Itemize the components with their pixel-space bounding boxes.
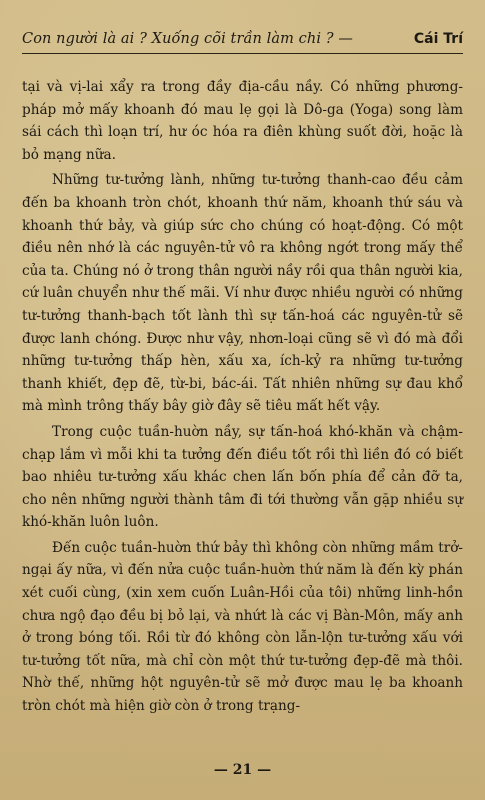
body-text xyxy=(22,76,463,718)
paragraph: Đến cuộc tuần-huờn thứ bảy thì không còn những mầm trở-ngại ấy nữa, vì đến nửa cuộc tuần-huờn thứ năm là đến kỳ phán xét cuối cùng, (xin xem cuốn Luân-Hồi của tôi) những linh-hồn chưa ngộ đạo đều bị bỏ lại, và nhứt là các vị Bàn-Môn, mấy anh ở trong bóng tối. Rồi từ đó không còn lẫn-lộn tư-tưởng xấu với tư-tưởng tốt nữa, mà chỉ còn một thứ tư-tưởng đẹp-đẽ mà thôi. Nhờ thế, những hột nguyên-tử sẽ mở được mau lẹ ba khoanh tròn chót mà hiện giờ còn ở trong trạng- xyxy=(22,539,463,715)
paragraph-continued: tại và vị-lai xẩy ra trong đầy địa-cầu nầy. Có những phương-pháp mở mấy khoanh đó mau lẹ gọi là Dô-ga (Yoga) song làm sái cách thì loạn trí, hư óc hóa ra điên khùng suốt đời, hoặc là bỏ mạng nữa. xyxy=(22,79,463,163)
paragraph: Trong cuộc tuần-huờn nầy, sự tấn-hoá khó-khăn và chậm-chạp lắm vì mỗi khi ta tưởng đến điều tốt rồi thì liền đó có biết bao nhiêu tư-tưởng xấu khác chen lấn bốn phía để cản đỡ ta, cho nên những người thành tâm đi tới thường vẫn gặp nhiều sự khó-khăn luôn luôn. xyxy=(22,423,463,531)
header-author: Cái Trí xyxy=(413,31,463,47)
header-title: Con người là ai ? Xuống cõi trần làm chi ? — xyxy=(22,31,353,47)
paragraph: Những tư-tưởng lành, những tư-tưởng thanh-cao đều cảm đến ba khoanh tròn chót, khoanh thứ năm, khoanh thứ sáu và khoanh thứ bảy, và giúp sức cho chúng có hoạt-động. Có một điều nên nhớ là các nguyên-tử vô ra không ngớt trong mấy thể của ta. Chúng nó ở trong thân người nầy rồi qua thân người kia, cứ luân chuyển như thế mãi. Ví như được nhiều người có những tư-tưởng thanh-bạch tốt lành thì sự tấn-hoá các nguyên-tử sẽ được lanh chóng. Được như vậy, nhơn-loại cũng sẽ vì đó mà đổi những tư-tưởng thấp hèn, xấu xa, ích-kỷ ra những tư-tưởng thanh khiết, đẹp đẽ, từ-bi, bác-ái. Tất nhiên những sự đau khổ mà mình trông thấy bây giờ đây sẽ tiêu mất hết vậy. xyxy=(22,172,463,415)
page-number: — 21 — xyxy=(213,762,272,778)
running-header xyxy=(22,30,463,54)
